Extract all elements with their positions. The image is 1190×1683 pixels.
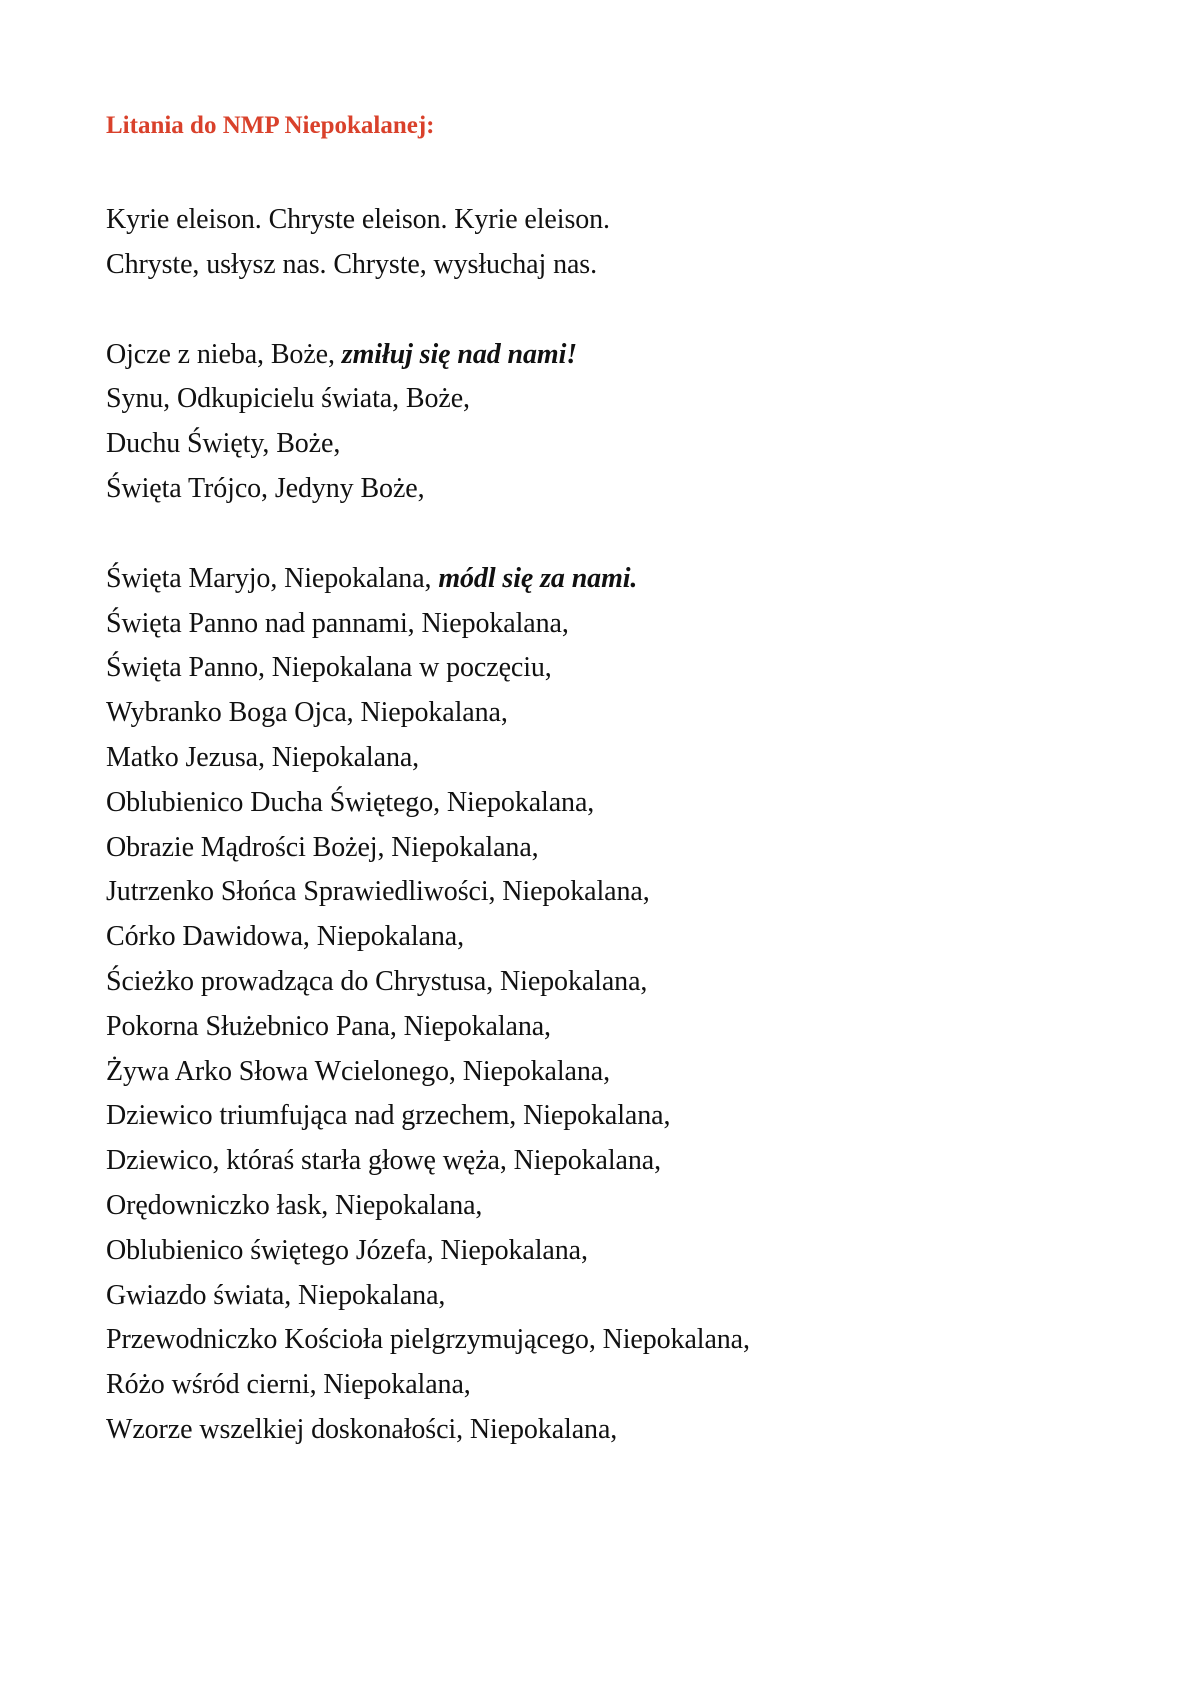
spacer bbox=[106, 512, 1066, 557]
invocation-line: Córko Dawidowa, Niepokalana, bbox=[106, 921, 464, 953]
invocation-line: Synu, Odkupicielu świata, Boże, bbox=[106, 383, 470, 415]
intro-section bbox=[106, 198, 1066, 288]
invocation-line: Ścieżko prowadząca do Chrystusa, Niepokalana, bbox=[106, 965, 648, 997]
invocation-text: Ojcze z nieba, Boże, bbox=[106, 338, 335, 370]
invocation-line: Gwiazdo świata, Niepokalana, bbox=[106, 1279, 446, 1311]
invocation-line: Pokorna Służebnico Pana, Niepokalana, bbox=[106, 1010, 551, 1042]
marian-section bbox=[106, 557, 1066, 1453]
invocation-line: Przewodniczko Kościoła pielgrzymującego, Niepokalana, bbox=[106, 1324, 750, 1356]
invocation-line: Różo wśród cierni, Niepokalana, bbox=[106, 1369, 471, 1401]
invocation-line: Żywa Arko Słowa Wcielonego, Niepokalana, bbox=[106, 1055, 611, 1087]
invocation-line bbox=[106, 557, 1066, 602]
invocation-line: Jutrzenko Słońca Sprawiedliwości, Niepokalana, bbox=[106, 876, 650, 908]
invocation-text: Święta Maryjo, Niepokalana, bbox=[106, 562, 432, 594]
litany-title: Litania do NMP Niepokalanej: bbox=[106, 112, 435, 139]
invocation-line: Orędowniczko łask, Niepokalana, bbox=[106, 1189, 483, 1221]
invocation-line: Dziewico triumfująca nad grzechem, Niepokalana, bbox=[106, 1100, 671, 1132]
document-page bbox=[106, 110, 1066, 1453]
invocation-line: Święta Panno, Niepokalana w poczęciu, bbox=[106, 652, 552, 684]
intro-line: Kyrie eleison. Chryste eleison. Kyrie eleison. bbox=[106, 204, 610, 235]
invocation-line: Obrazie Mądrości Bożej, Niepokalana, bbox=[106, 831, 539, 863]
invocation-line: Oblubienico Ducha Świętego, Niepokalana, bbox=[106, 786, 595, 818]
invocation-line: Wybranko Boga Ojca, Niepokalana, bbox=[106, 697, 508, 729]
invocation-line: Oblubienico świętego Józefa, Niepokalana, bbox=[106, 1234, 588, 1266]
intro-line: Chryste, usłysz nas. Chryste, wysłuchaj nas. bbox=[106, 248, 597, 280]
invocation-line: Dziewico, któraś starła głowę węża, Niepokalana, bbox=[106, 1145, 661, 1177]
response-text: zmiłuj się nad nami! bbox=[341, 338, 578, 370]
invocation-line: Święta Trójco, Jedyny Boże, bbox=[106, 472, 425, 504]
invocation-line bbox=[106, 333, 1066, 378]
invocation-line: Wzorze wszelkiej doskonałości, Niepokalana, bbox=[106, 1413, 618, 1445]
trinity-section bbox=[106, 333, 1066, 512]
invocation-line: Święta Panno nad pannami, Niepokalana, bbox=[106, 607, 569, 639]
spacer bbox=[106, 288, 1066, 333]
response-text: módl się za nami. bbox=[438, 562, 638, 594]
invocation-line: Matko Jezusa, Niepokalana, bbox=[106, 741, 420, 773]
spacer bbox=[106, 142, 1066, 198]
invocation-line: Duchu Święty, Boże, bbox=[106, 428, 341, 460]
